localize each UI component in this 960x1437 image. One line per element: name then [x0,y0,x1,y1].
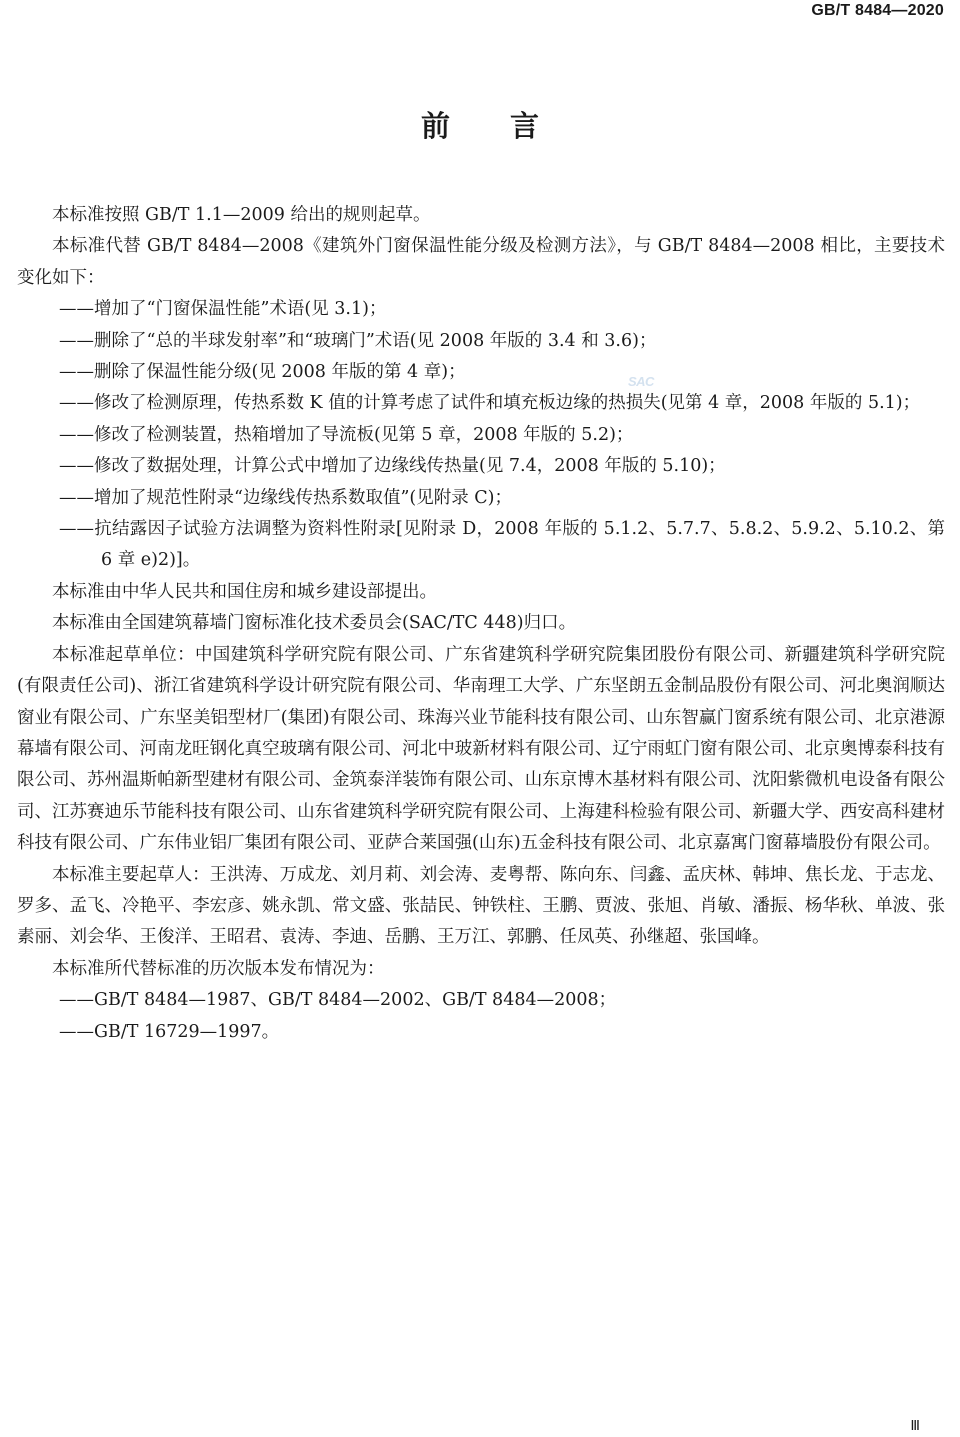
standard-number: GB/T 8484—2020 [811,2,944,19]
change-item: ——修改了数据处理，计算公式中增加了边缘线传热量(见 7.4，2008 年版的 5.10)； [59,456,726,477]
drafting-rules-paragraph: 本标准按照 GB/T 1.1—2009 给出的规则起草。 [52,205,431,225]
proposer-paragraph: 本标准由中华人民共和国住房和城乡建设部提出。 [52,581,437,602]
change-item: ——增加了“门窗保温性能”术语(见 3.1)； [59,299,387,320]
change-item: ——修改了检测装置，热箱增加了导流板(见第 5 章，2008 年版的 5.2)； [59,424,634,445]
sac-watermark: SAC [628,374,654,389]
committee-paragraph: 本标准由全国建筑幕墙门窗标准化技术委员会(SAC/TC 448)归口。 [52,613,577,634]
page-title-text: 前言 [420,109,599,143]
change-item: ——增加了规范性附录“边缘线传热系数取值”(见附录 C)； [59,487,512,508]
change-item: ——删除了保温性能分级(见 2008 年版的第 4 章)； [59,362,466,383]
foreword-body [17,200,945,1048]
replacement-paragraph: 本标准代替 GB/T 8484—2008《建筑外门窗保温性能分级及检测方法》，与 GB/T 8484—2008 相比，主要技术变化如下： [17,236,945,288]
drafters-paragraph: 本标准主要起草人：王洪涛、万成龙、刘月莉、刘会涛、麦粤帮、陈向东、闫鑫、孟庆林、韩坤、焦长龙、于志龙、罗多、孟飞、冷艳平、李宏彦、姚永凯、常文盛、张喆民、钟铁柱、王鹏、贾波、张旭、肖敏、潘振、杨华秋、单波、张素丽、刘会华、王俊洋、王昭君、袁涛、李迪、岳鹏、王万江、郭鹏、任凤英、孙继超、张国峰。 [17,864,945,948]
history-item: ——GB/T 8484—1987、GB/T 8484—2002、GB/T 8484—2008； [59,990,617,1011]
drafting-units-paragraph: 本标准起草单位：中国建筑科学研究院有限公司、广东省建筑科学研究院集团股份有限公司、新疆建筑科学研究院(有限责任公司)、浙江省建筑科学设计研究院有限公司、华南理工大学、广东坚朗五金制品股份有限公司、河北奥润顺达窗业有限公司、广东坚美铝型材厂(集团)有限公司、珠海兴业节能科技有限公司、山东智赢门窗系统有限公司、北京港源幕墙有限公司、河南龙旺钢化真空玻璃有限公司、河北中玻新材料有限公司、辽宁雨虹门窗有限公司、北京奥博泰科技有限公司、苏州温斯帕新型建材有限公司、金筑泰洋装饰有限公司、山东京博木基材料有限公司、沈阳紫微机电设备有限公司、江苏赛迪乐节能科技有限公司、山东省建筑科学研究院有限公司、上海建科检验有限公司、新疆大学、西安高科建材科技有限公司、广东伟业铝厂集团有限公司、亚萨合莱国强(山东)五金科技有限公司、北京嘉寓门窗幕墙股份有限公司。 [17,644,945,854]
history-item: ——GB/T 16729—1997。 [59,1021,280,1042]
change-item: ——删除了“总的半球发射率”和“玻璃门”术语(见 2008 年版的 3.4 和 3.6)； [59,330,657,351]
change-item: ——抗结露因子试验方法调整为资料性附录[见附录 D，2008 年版的 5.1.2、5.7.7、5.8.2、5.9.2、5.10.2、第 6 章 e)2)]。 [59,519,945,571]
page-title [0,104,960,145]
change-item: ——修改了检测原理，传热系数 K 值的计算考虑了试件和填充板边缘的热损失(见第 4 章，2008 年版的 5.1)； [59,393,921,414]
page-number: Ⅲ [910,1419,920,1434]
history-intro-paragraph: 本标准所代替标准的历次版本发布情况为： [52,958,385,979]
